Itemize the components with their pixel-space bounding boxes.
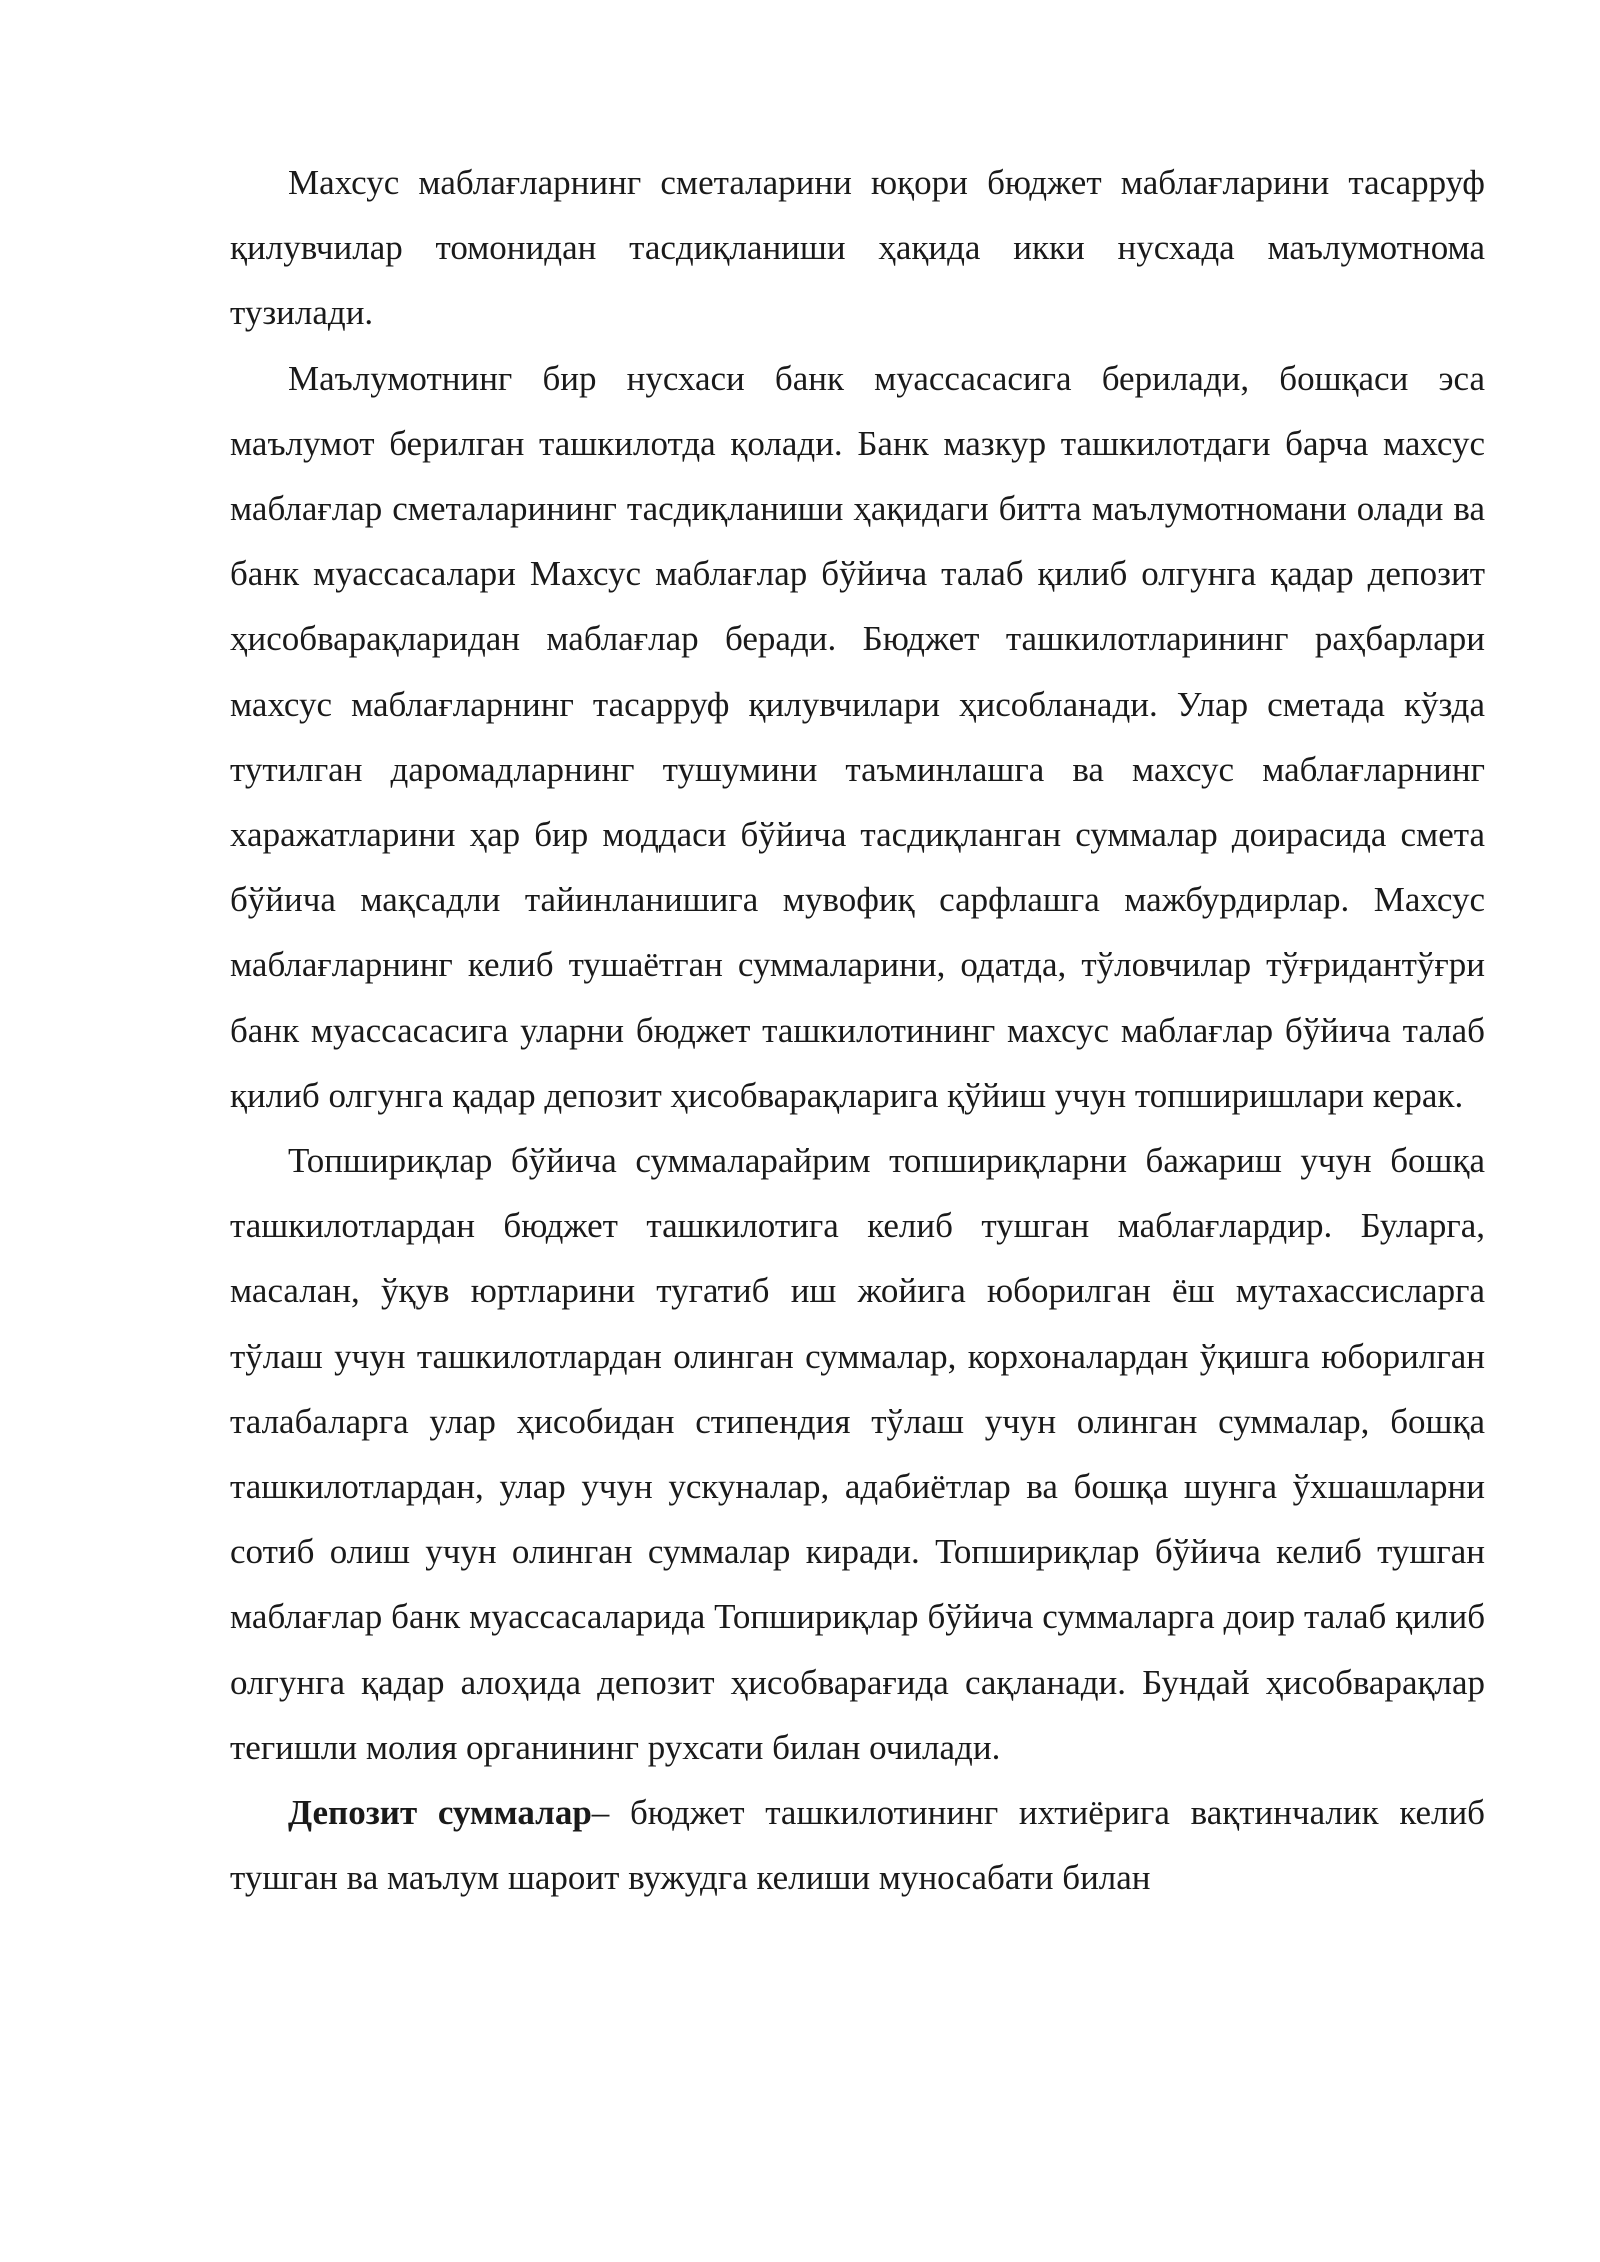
paragraph-assignment-sums: [230, 1128, 1485, 1780]
paragraph-special-funds-estimates: [230, 150, 1485, 346]
document-page: [230, 150, 1485, 1910]
paragraph-text: – бюджет ташкилотининг ихтиёрига вақтинчалик келиб тушган ва маълум шароит вужудга келиши муносабати билан: [230, 1793, 1485, 1898]
paragraph-deposit-sums: [230, 1780, 1485, 1910]
paragraph-bank-copy: [230, 346, 1485, 1128]
paragraph-text: Маълумотнинг бир нусхаси банк муассасасига берилади, бошқаси эса маълумот берилган ташкилотда қолади. Банк мазкур ташкилотдаги барча махсус маблағлар сметаларининг тасдиқланиши ҳақидаги битта маълумотномани олади ва банк муассасалари Махсус маблағлар бўйича талаб қилиб олгунга қадар депозит ҳисобварақларидан маблағлар беради. Бюджет ташкилотларининг раҳбарлари махсус маблағларнинг тасарруф қилувчилари ҳисобланади. Улар сметада кўзда тутилган даромадларнинг тушумини таъминлашга ва махсус маблағларнинг харажатларини ҳар бир моддаси бўйича тасдиқланган суммалар доирасида смета бўйича мақсадли тайинланишига мувофиқ сарфлашга мажбурдирлар. Махсус маблағларнинг келиб тушаётган суммаларини, одатда, тўловчилар тўғридантўғри банк муассасасига уларни бюджет ташкилотининг махсус маблағлар бўйича талаб қилиб олгунга қадар депозит ҳисобварақларига қўйиш учун топширишлари керак.: [230, 358, 1485, 1115]
paragraph-text: Топшириқлар бўйича суммаларайрим топшириқларни бажариш учун бошқа ташкилотлардан бюджет ташкилотига келиб тушган маблағлардир. Буларга, масалан, ўқув юртларини тугатиб иш жойига юборилган ёш мутахассисларга тўлаш учун ташкилотлардан олинган суммалар, корхоналардан ўқишга юборилган талабаларга улар ҳисобидан стипендия тўлаш учун олинган суммалар, бошқа ташкилотлардан, улар учун ускуналар, адабиётлар ва бошқа шунга ўхшашларни сотиб олиш учун олинган суммалар киради. Топшириқлар бўйича келиб тушган маблағлар банк муассасаларида Топшириқлар бўйича суммаларга доир талаб қилиб олгунга қадар алоҳида депозит ҳисобварағида сақланади. Бундай ҳисобварақлар тегишли молия органининг рухсати билан очилади.: [230, 1141, 1485, 1767]
paragraph-text: Махсус маблағларнинг сметаларини юқори бюджет маблағларини тасарруф қилувчилар томонидан тасдиқланиши ҳақида икки нусхада маълумотнома тузилади.: [230, 163, 1485, 333]
bold-term: Депозит суммалар: [288, 1793, 592, 1833]
